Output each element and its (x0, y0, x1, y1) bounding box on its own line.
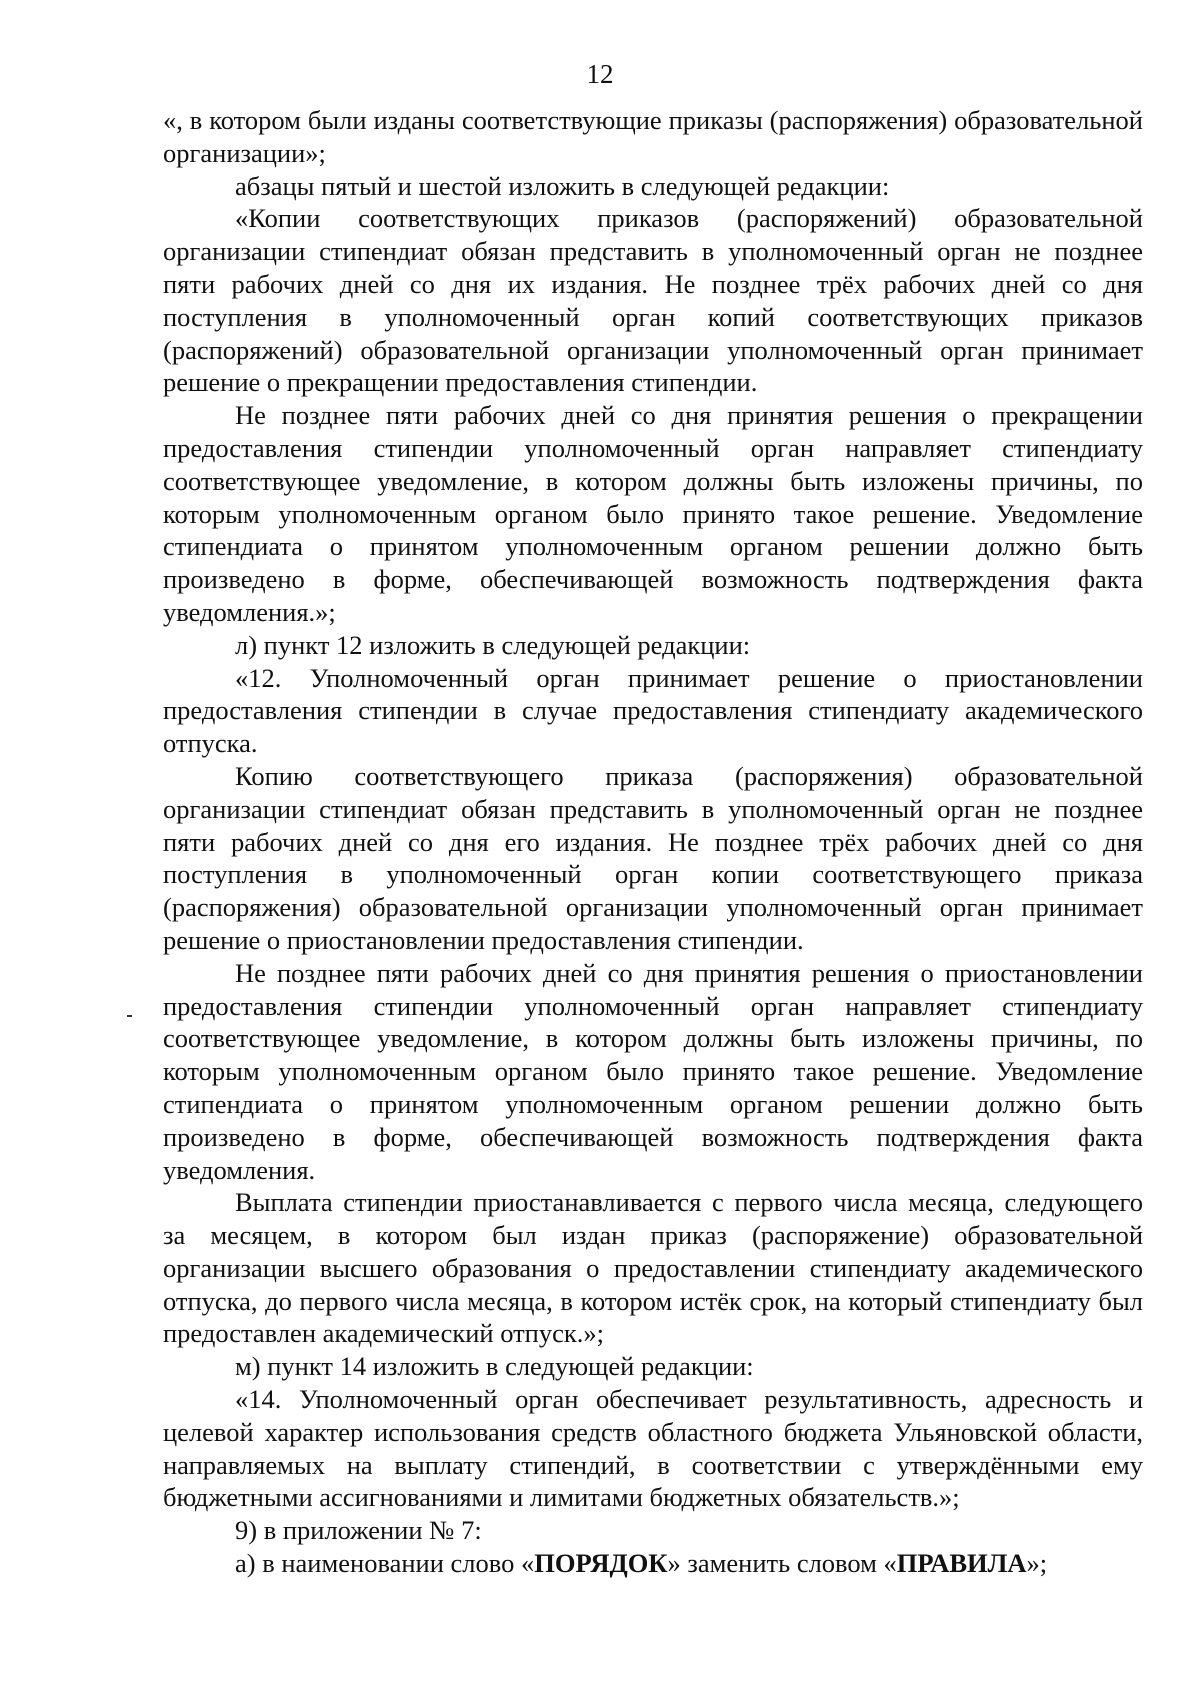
bold-word: ПРАВИЛА (896, 1548, 1027, 1579)
text-fragment: а) в наименовании слово « (235, 1548, 535, 1579)
scan-artifact (127, 1015, 132, 1017)
paragraph: «Копии соответствующих приказов (распоряжений) образовательной организации стипендиат обязан представить в уполномоченный орган не позднее пяти рабочих дней со дня их издания. Не позднее трёх рабочих дней со дня поступления в уполномоченный орган копий соответствующих приказов (распоряжений) образовательной организации уполномоченный орган принимает решение о прекращении предоставления стипендии. (163, 203, 1143, 398)
paragraph: 9) в приложении № 7: (235, 1515, 482, 1546)
paragraph: Копию соответствующего приказа (распоряжения) образовательной организации стипендиат обязан представить в уполномоченный орган не позднее пяти рабочих дней со дня его издания. Не позднее трёх рабочих дней со дня поступления в уполномоченный орган копии соответствующего приказа (распоряжения) образовательной организации уполномоченный орган принимает решение о приостановлении предоставления стипендии. (163, 760, 1143, 955)
bold-word: ПОРЯДОК (534, 1548, 668, 1579)
paragraph: Не позднее пяти рабочих дней со дня принятия решения о прекращении предоставления стипендии уполномоченный орган направляет стипендиату соответствующее уведомление, в котором должны быть изложены причины, по которым уполномоченным органом было принято такое решение. Уведомление стипендиата о принятом уполномоченным органом решении должно быть произведено в форме, обеспечивающей возможность подтверждения факта уведомления.»; (163, 400, 1143, 627)
paragraph: «12. Уполномоченный орган принимает решение о приостановлении предоставления стипендии в случае предоставления стипендиату академического отпуска. (163, 662, 1143, 759)
paragraph: абзацы пятый и шестой изложить в следующей редакции: (235, 170, 890, 201)
text-fragment: » заменить словом « (667, 1548, 897, 1579)
document-body (163, 104, 1143, 1580)
paragraph: «, в котором были изданы соответствующие приказы (распоряжения) образовательной организации»; (163, 105, 1143, 168)
last-paragraph (163, 1547, 1143, 1580)
paragraph: «14. Уполномоченный орган обеспечивает результативность, адресность и целевой характер использования средств областного бюджета Ульяновской области, направляемых на выплату стипендий, в соответствии с утверждёнными ему бюджетными ассигнованиями и лимитами бюджетных обязательств.»; (163, 1384, 1143, 1513)
paragraph: л) пункт 12 изложить в следующей редакции: (235, 629, 751, 660)
paragraph: Не позднее пяти рабочих дней со дня принятия решения о приостановлении предоставления стипендии уполномоченный орган направляет стипендиату соответствующее уведомление, в котором должны быть изложены причины, по которым уполномоченным органом было принято такое решение. Уведомление стипендиата о принятом уполномоченным органом решении должно быть произведено в форме, обеспечивающей возможность подтверждения факта уведомления. (163, 957, 1143, 1185)
text-fragment: »; (1026, 1548, 1048, 1579)
paragraph: Выплата стипендии приостанавливается с первого числа месяца, следующего за месяцем, в котором был издан приказ (распоряжение) образовательной организации высшего образования о предоставлении стипендиату академического отпуска, до первого числа месяца, в котором истёк срок, на который стипендиату был предоставлен академический отпуск.»; (163, 1187, 1143, 1349)
paragraph: м) пункт 14 изложить в следующей редакции: (235, 1351, 754, 1382)
page-number: 12 (586, 59, 614, 89)
